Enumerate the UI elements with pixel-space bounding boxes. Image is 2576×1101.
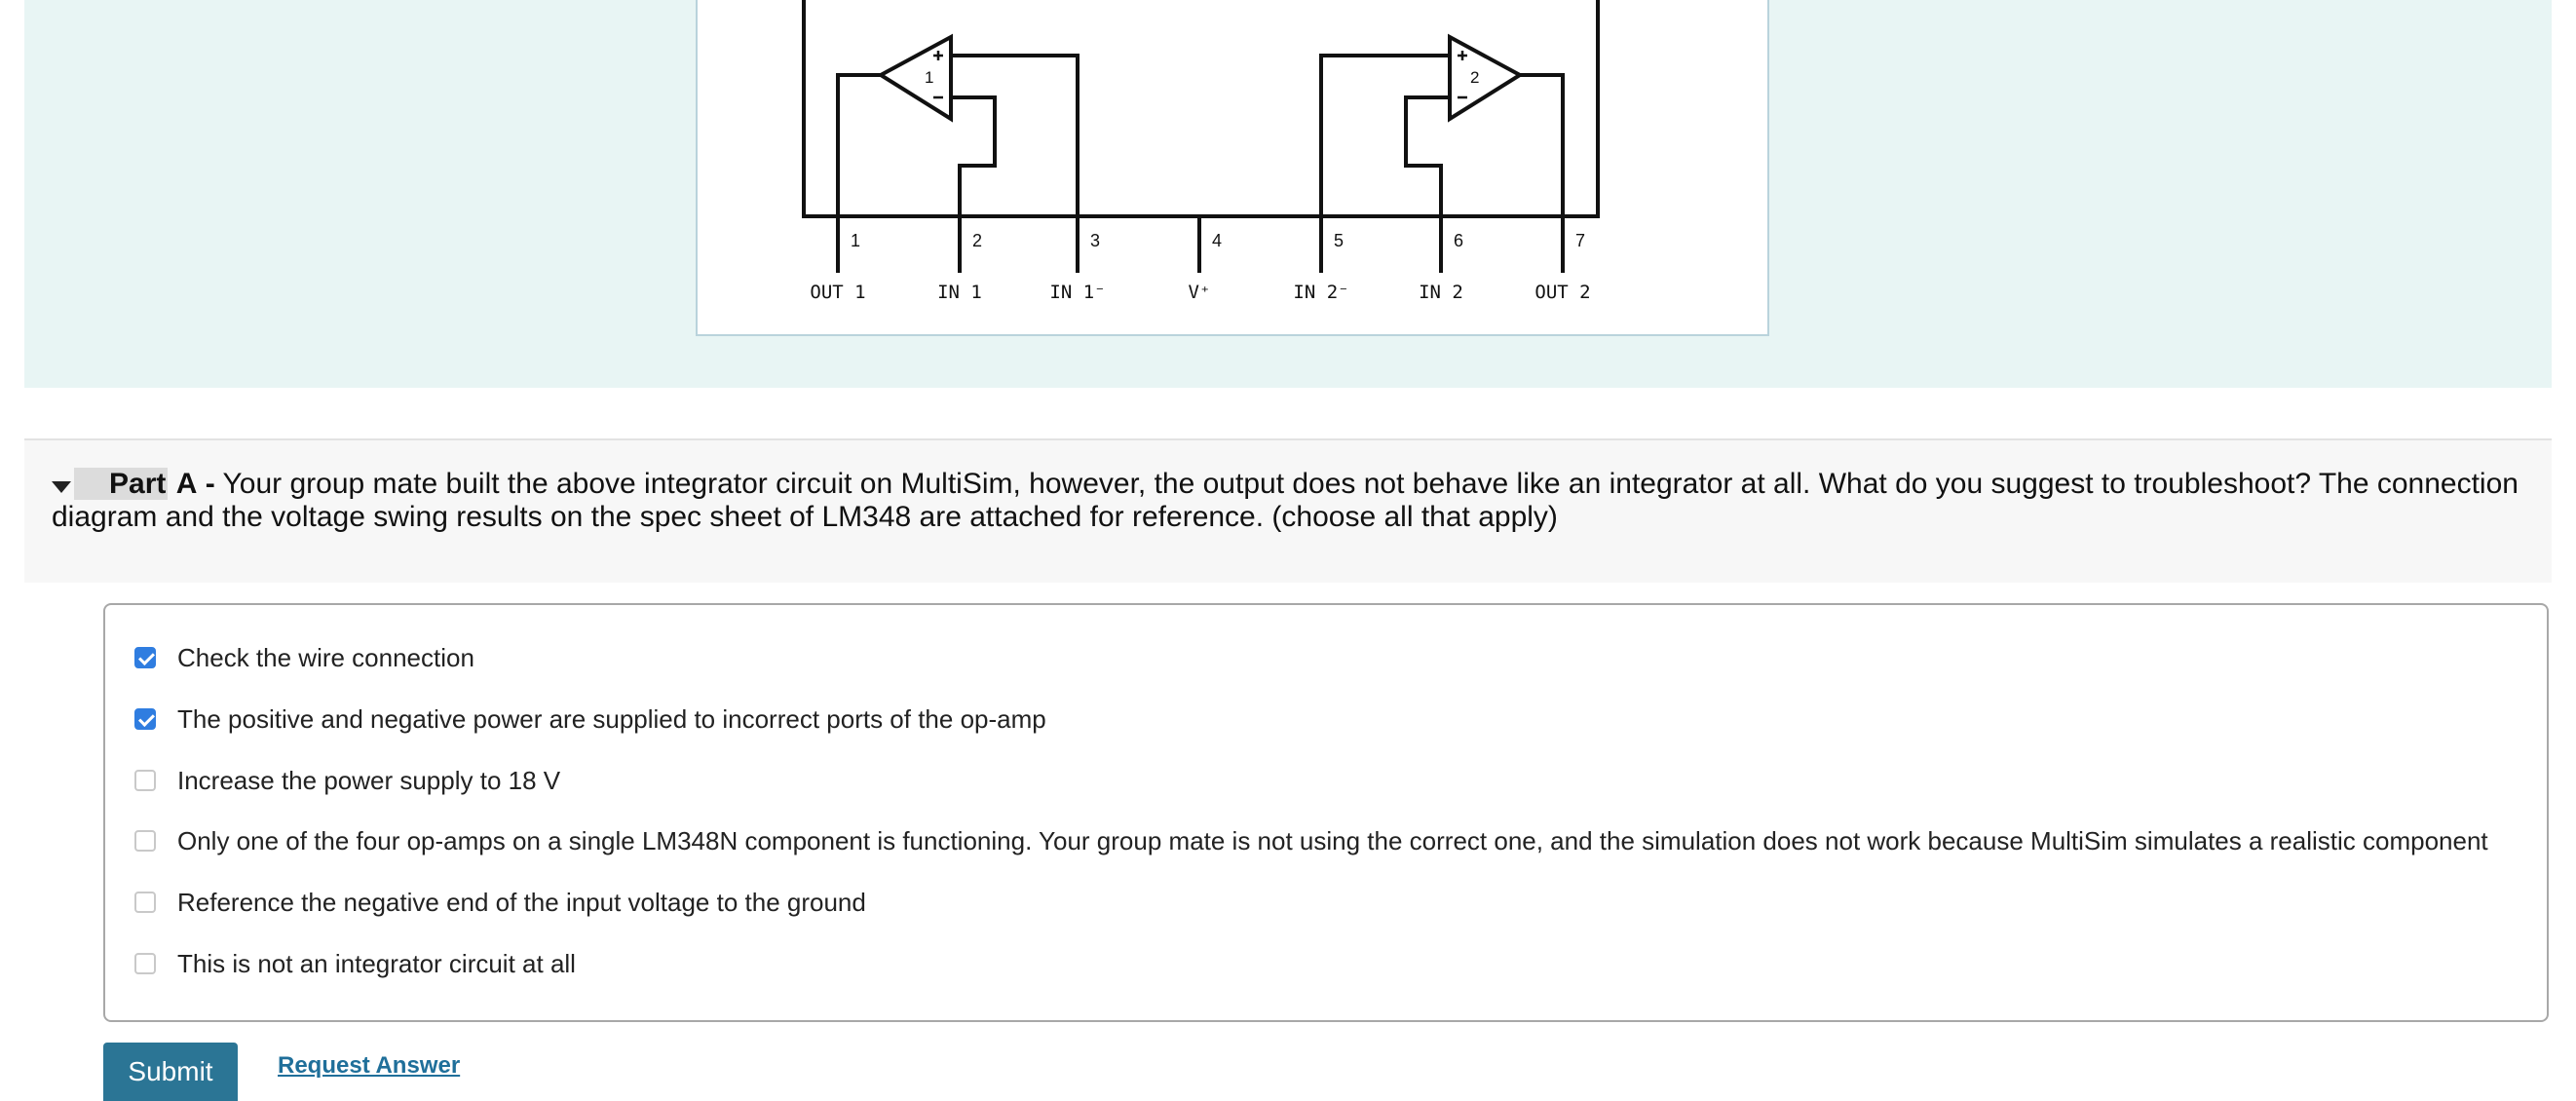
option-2-checkbox[interactable] [134, 708, 156, 730]
option-4-checkbox[interactable] [134, 830, 156, 852]
pin-number-3: 3 [1090, 231, 1101, 250]
pin-number-4: 4 [1212, 231, 1223, 250]
question-text: Your group mate built the above integrator circuit on MultiSim, however, the output does not behave like an integrator at all. What do you suggest to troubleshoot? The connection diagram and the voltage swing results on the spec sheet of LM348 are attached for reference. (choose all that apply) [52, 468, 2519, 533]
option-3-checkbox[interactable] [134, 770, 156, 791]
pin-label-in2: IN 2 [1419, 282, 1463, 303]
option-6-label: This is not an integrator circuit at all [177, 948, 576, 978]
part-a-question [52, 468, 2534, 534]
option-4-label: Only one of the four op-amps on a single LM348N component is functioning. Your group mate is not using the correct one, and the simulation does not work because MultiSim simulates a realistic component [177, 825, 2488, 855]
option-2-label: The positive and negative power are supplied to incorrect ports of the op-amp [177, 703, 1046, 734]
part-letter: A [175, 468, 198, 500]
option-1-checkbox[interactable] [134, 647, 156, 668]
pin-number-5: 5 [1334, 231, 1345, 250]
amp1-number: 1 [925, 68, 934, 87]
option-5[interactable] [134, 883, 866, 922]
amp1-plus-mark [933, 51, 943, 60]
option-5-checkbox[interactable] [134, 892, 156, 913]
option-1[interactable] [134, 638, 474, 677]
option-3[interactable] [134, 761, 560, 800]
package-outline [804, 0, 1598, 216]
option-2[interactable] [134, 700, 1046, 739]
answer-options-box [103, 603, 2549, 1022]
submit-button[interactable]: Submit [103, 1043, 238, 1101]
option-6-checkbox[interactable] [134, 953, 156, 974]
request-answer-link[interactable]: Request Answer [278, 1052, 461, 1079]
option-4[interactable] [134, 821, 2488, 860]
opamp-2-symbol [1450, 37, 1520, 119]
pin-number-1: 1 [851, 231, 861, 250]
option-5-label: Reference the negative end of the input voltage to the ground [177, 887, 866, 917]
pin-label-vplus: V⁺ [1188, 282, 1211, 303]
part-a-header [24, 438, 2552, 583]
part-word: Part [74, 468, 168, 500]
pin-number-7: 7 [1575, 231, 1586, 250]
amp2-plus-mark [1458, 51, 1467, 60]
pin-label-in2-minus: IN 2⁻ [1293, 282, 1349, 303]
connection-diagram [696, 0, 1769, 336]
pin-number-2: 2 [972, 231, 983, 250]
pin-label-out2: OUT 2 [1534, 282, 1591, 303]
part-label[interactable] [52, 468, 215, 501]
pin-label-in1: IN 1 [937, 282, 982, 303]
amp2-minus-wire [1406, 97, 1450, 273]
amp2-number: 2 [1470, 68, 1480, 87]
option-3-label: Increase the power supply to 18 V [177, 765, 561, 795]
pin-number-6: 6 [1454, 231, 1464, 250]
pin-label-out1: OUT 1 [810, 282, 866, 303]
option-1-label: Check the wire connection [177, 642, 474, 672]
part-separator: - [205, 468, 215, 500]
amp2-output-wire [1520, 75, 1563, 273]
option-6[interactable] [134, 944, 576, 983]
opamp-1-symbol [881, 37, 951, 119]
pin-label-in1-minus: IN 1⁻ [1049, 282, 1106, 303]
lm348-pinout-diagram [698, 0, 1771, 336]
figure-section [24, 0, 2552, 388]
